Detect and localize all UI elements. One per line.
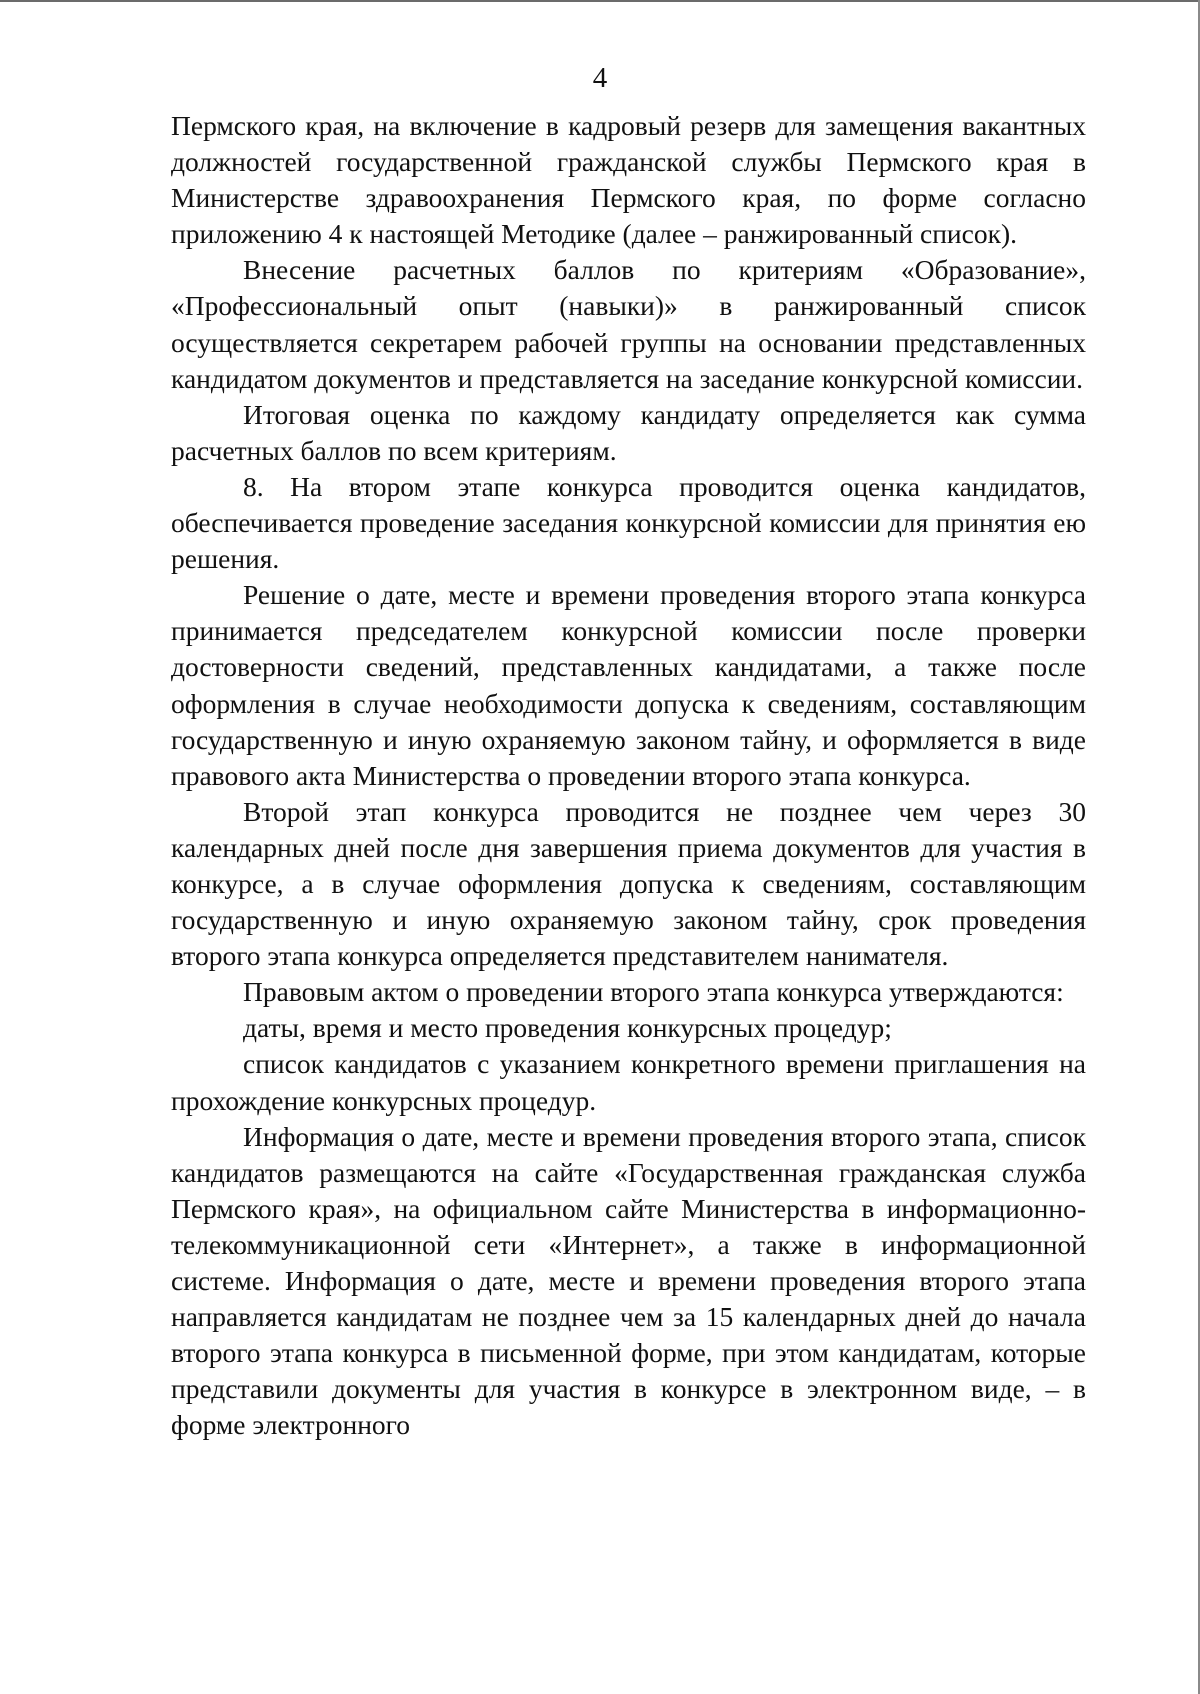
scan-edge-top: [0, 0, 1200, 2]
paragraph-9: список кандидатов с указанием конкретного времени приглашения на прохождение конкурсных процедур.: [171, 1048, 1086, 1116]
paragraph-5: Решение о дате, месте и времени проведения второго этапа конкурса принимается председателем конкурсной комиссии после проверки достоверности сведений, представленных кандидатами, а также после оформления в случае необходимости допуска к сведениям, составляющим государственную и иную охраняемую законом тайну, и оформляется в виде правового акта Министерства о проведении второго этапа конкурса.: [171, 579, 1086, 791]
paragraph-7: Правовым актом о проведении второго этапа конкурса утверждаются:: [243, 976, 1064, 1008]
paragraph-2: Внесение расчетных баллов по критериям «Образование», «Профессиональный опыт (навыки)» в ранжированный список осуществляется секретарем рабочей группы на основании представленных кандидатом документов и представляется на заседание конкурсной комиссии.: [171, 254, 1086, 394]
paragraph-4: 8. На втором этапе конкурса проводится оценка кандидатов, обеспечивается проведение заседания конкурсной комиссии для принятия ею решения.: [171, 470, 1086, 575]
paragraph-8: даты, время и место проведения конкурсных процедур;: [243, 1012, 892, 1044]
document-body: [171, 108, 1086, 1443]
paragraph-1: Пермского края, на включение в кадровый резерв для замещения вакантных должностей государственной гражданской службы Пермского края в Министерстве здравоохранения Пермского края, по форме согласно приложению 4 к настоящей Методике (далее – ранжированный список).: [171, 110, 1086, 250]
paragraph-10: Информация о дате, месте и времени проведения второго этапа, список кандидатов размещаются на сайте «Государственная гражданская служба Пермского края», на официальном сайте Министерства в информационно-телекоммуникационной сети «Интернет», а также в информационной системе. Информация о дате, месте и времени проведения второго этапа направляется кандидатам не позднее чем за 15 календарных дней до начала второго этапа конкурса в письменной форме, при этом кандидатам, которые представили документы для участия в конкурсе в электронном виде, – в форме электронного: [171, 1120, 1086, 1441]
paragraph-6: Второй этап конкурса проводится не позднее чем через 30 календарных дней после дня завершения приема документов для участия в конкурсе, а в случае оформления допуска к сведениям, составляющим государственную и иную охраняемую законом тайну, срок проведения второго этапа конкурса определяется представителем нанимателя.: [171, 795, 1086, 972]
page-number: 4: [592, 62, 608, 94]
paragraph-3: Итоговая оценка по каждому кандидату определяется как сумма расчетных баллов по всем критериям.: [171, 398, 1086, 466]
